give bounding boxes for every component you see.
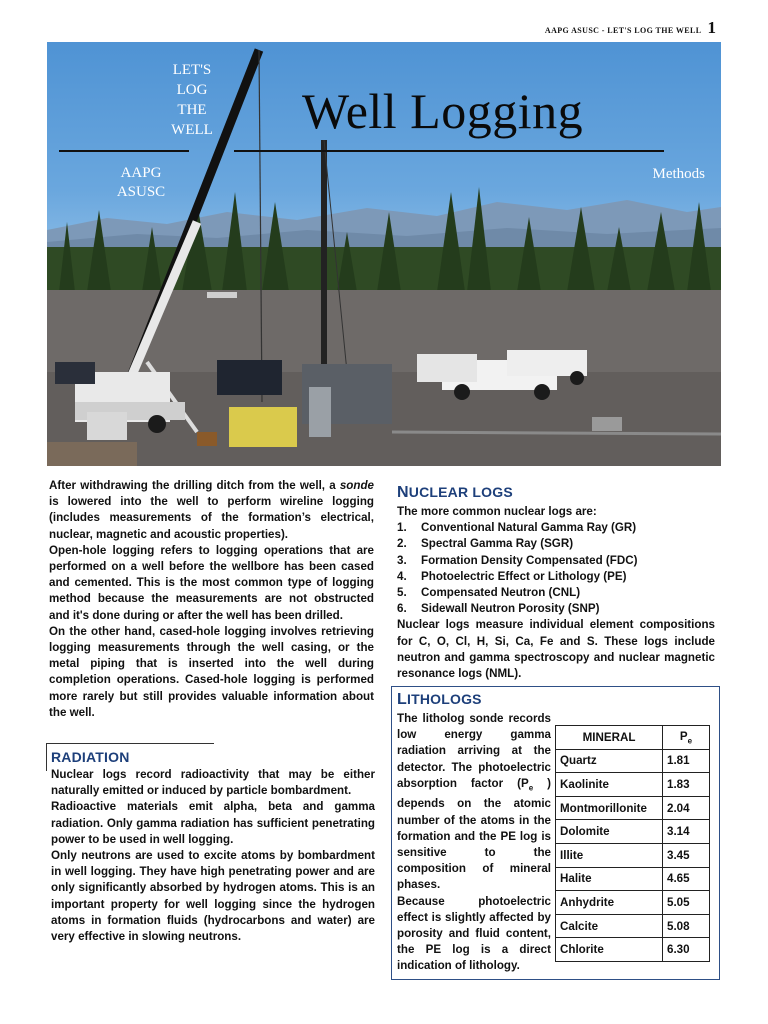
cover-subtitle: Methods bbox=[652, 166, 705, 182]
cover-tagline bbox=[147, 60, 237, 140]
list-number: 6. bbox=[397, 602, 407, 616]
table-row bbox=[556, 796, 710, 820]
list-number: 2. bbox=[397, 537, 407, 551]
heading-initial: L bbox=[397, 691, 407, 708]
pe-cell: 1.81 bbox=[663, 749, 710, 773]
radiation-heading: RADIATION bbox=[51, 749, 130, 765]
table-row bbox=[556, 749, 710, 773]
list-item bbox=[397, 520, 715, 536]
tagline-line: LET'S bbox=[172, 62, 212, 78]
pe-cell: 5.05 bbox=[663, 891, 710, 915]
mineral-cell: Quartz bbox=[556, 749, 663, 773]
tagline-line: THE bbox=[177, 102, 207, 118]
table-row bbox=[556, 820, 710, 844]
pe-cell: 6.30 bbox=[663, 938, 710, 962]
mineral-cell: Montmorillonite bbox=[556, 796, 663, 820]
intro-paragraph-1 bbox=[49, 478, 374, 543]
list-text: Spectral Gamma Ray (SGR) bbox=[421, 537, 574, 551]
lithologs-heading bbox=[397, 691, 482, 709]
cover-photo bbox=[47, 42, 721, 466]
subscript: e bbox=[528, 783, 534, 793]
list-number: 5. bbox=[397, 586, 407, 600]
mineral-cell: Dolomite bbox=[556, 820, 663, 844]
intro-paragraph-2: Open-hole logging refers to logging operations that are performed on a well before the wellbore has been cased and cemented. This is the most common type of logging method because the measurements are not obstructed and it's done during or after the well has been drilled. bbox=[49, 543, 374, 622]
list-number: 1. bbox=[397, 521, 407, 535]
nuclear-outro: Nuclear logs measure individual element compositions for C, O, Cl, H, Si, Ca, Fe and S. These logs include neutron and gamma spectroscopy and nuclear magnetic resonance logs (NML). bbox=[397, 618, 715, 681]
nuclear-logs-heading bbox=[397, 484, 715, 502]
intro-section bbox=[49, 478, 374, 721]
pe-cell: 1.83 bbox=[663, 773, 710, 797]
table-row bbox=[556, 867, 710, 891]
nuclear-intro: The more common nuclear logs are: bbox=[397, 505, 597, 518]
org-line: AAPG bbox=[120, 165, 162, 181]
pe-cell: 5.08 bbox=[663, 914, 710, 938]
intro-paragraph-3: On the other hand, cased-hole logging involves retrieving logging measurements through the well casing, or the metal piping that is inserted into the well during completion operations. Cased-hole logging is performed more rarely but still provides valuable information about the well. bbox=[49, 624, 374, 719]
column-header-mineral: MINERAL bbox=[556, 726, 663, 750]
page-number: 1 bbox=[707, 18, 716, 37]
list-item bbox=[397, 536, 715, 552]
pe-symbol: P bbox=[679, 729, 688, 743]
intro-text: is lowered into the well to perform wireline logging (includes measurements of the formation’s electrical, nuclear, magnetic and acoustic properties). bbox=[49, 495, 374, 541]
tagline-line: WELL bbox=[171, 122, 213, 138]
mineral-cell: Illite bbox=[556, 843, 663, 867]
table-row bbox=[556, 843, 710, 867]
nuclear-log-list bbox=[397, 520, 715, 617]
table-row bbox=[556, 914, 710, 938]
radiation-paragraph-1: Nuclear logs record radioactivity that may be either naturally emitted or induced by particle bombardment. bbox=[51, 768, 375, 798]
list-number: 3. bbox=[397, 553, 407, 567]
lithologs-section bbox=[391, 686, 720, 980]
nuclear-logs-section bbox=[397, 484, 715, 682]
heading-initial: N bbox=[397, 484, 409, 501]
mineral-cell: Halite bbox=[556, 867, 663, 891]
litho-text: The litholog sonde records low energy gamma radiation arriving at the detector. The photoelectric absorption factor (P bbox=[397, 712, 551, 790]
mineral-cell: Anhydrite bbox=[556, 891, 663, 915]
running-header bbox=[545, 18, 716, 38]
radiation-rule bbox=[46, 743, 214, 744]
heading-rest: UCLEAR LOGS bbox=[408, 484, 513, 500]
table-row bbox=[556, 773, 710, 797]
tagline-line: LOG bbox=[176, 82, 208, 98]
list-text: Sidewall Neutron Porosity (SNP) bbox=[421, 602, 600, 616]
sonde-term: sonde bbox=[339, 479, 374, 492]
running-title: AAPG ASUSC - LET'S LOG THE WELL bbox=[544, 26, 702, 35]
mineral-cell: Calcite bbox=[556, 914, 663, 938]
list-item bbox=[397, 569, 715, 585]
column-header-pe bbox=[663, 726, 710, 750]
radiation-paragraph-3: Only neutrons are used to excite atoms by bombardment in well logging. They have high penetrating power and are only significantly absorbed by hydrogen atoms. This is an important property for well logging since the hydrogen atoms in formation fluids (hydrocarbons and water) are very effective in slowing neutrons. bbox=[51, 849, 375, 944]
list-text: Photoelectric Effect or Lithology (PE) bbox=[421, 569, 627, 583]
lithologs-paragraph-1 bbox=[397, 711, 551, 894]
litho-text: ) depends on the atomic number of the atoms in the formation and the PE log is sensitive to the composition of mineral phases. bbox=[397, 776, 551, 892]
radiation-paragraph-2: Radioactive materials emit alpha, beta and gamma radiation. Only gamma radiation has sufficient penetrating power to be used in well logging. bbox=[51, 800, 375, 846]
cover-divider-right bbox=[234, 150, 664, 152]
pe-cell: 3.14 bbox=[663, 820, 710, 844]
pe-cell: 4.65 bbox=[663, 867, 710, 891]
mineral-pe-table bbox=[555, 725, 710, 962]
lithologs-paragraph-2: Because photoelectric effect is slightly affected by porosity and fluid content, the PE log is a direct indication of lithology. bbox=[397, 894, 551, 973]
list-text: Compensated Neutron (CNL) bbox=[421, 586, 581, 600]
list-item bbox=[397, 553, 715, 569]
table-row bbox=[556, 891, 710, 915]
list-item bbox=[397, 601, 715, 617]
intro-text: After withdrawing the drilling ditch from the well, a bbox=[49, 479, 340, 492]
list-text: Conventional Natural Gamma Ray (GR) bbox=[421, 521, 637, 535]
pe-cell: 3.45 bbox=[663, 843, 710, 867]
table-row bbox=[556, 938, 710, 962]
cover-divider-left bbox=[59, 150, 189, 152]
org-line: ASUSC bbox=[116, 184, 166, 200]
mineral-cell: Chlorite bbox=[556, 938, 663, 962]
list-item bbox=[397, 585, 715, 601]
table-header-row bbox=[556, 726, 710, 750]
pe-cell: 2.04 bbox=[663, 796, 710, 820]
list-text: Formation Density Compensated (FDC) bbox=[421, 553, 638, 567]
radiation-rule bbox=[46, 743, 47, 771]
mineral-cell: Kaolinite bbox=[556, 773, 663, 797]
cover-org bbox=[111, 164, 171, 202]
heading-rest: ITHOLOGS bbox=[406, 691, 482, 707]
cover-title: Well Logging bbox=[302, 83, 584, 139]
list-number: 4. bbox=[397, 569, 407, 583]
subscript: e bbox=[687, 735, 693, 745]
